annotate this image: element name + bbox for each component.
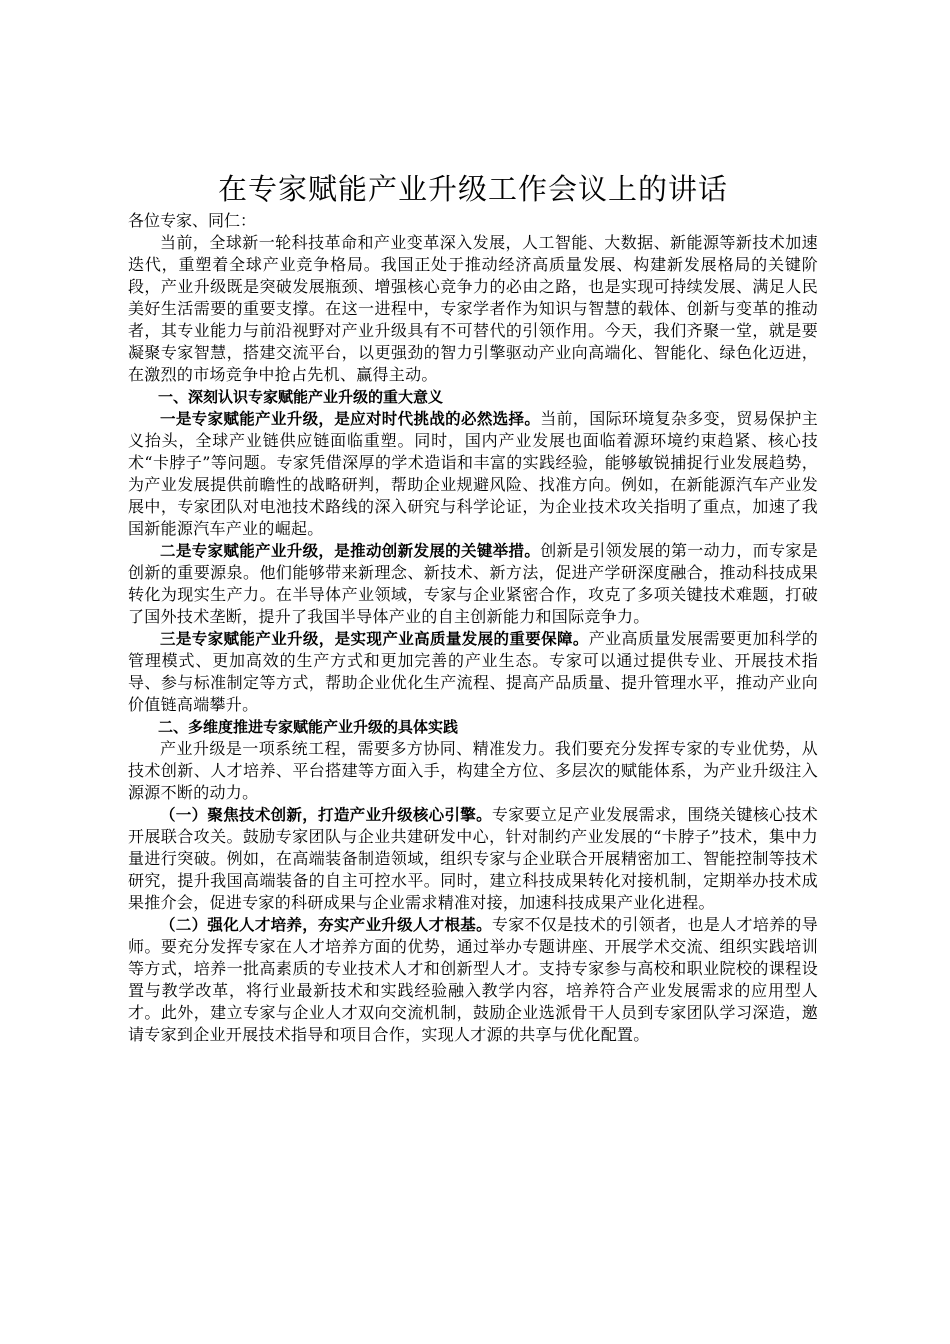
section1-point-3 (128, 628, 818, 716)
section2-intro: 产业升级是一项系统工程，需要多方协同、精准发力。我们要充分发挥专家的专业优势，从技术创新、人才培养、平台搭建等方面入手，构建全方位、多层次的赋能体系，为产业升级注入源源不断的动力。 (128, 739, 818, 802)
point-lead: 二是专家赋能产业升级，是推动创新发展的关键举措。 (160, 542, 541, 560)
point-lead: 一是专家赋能产业升级，是应对时代挑战的必然选择。 (160, 410, 541, 428)
point-lead: （一）聚焦技术创新，打造产业升级核心引擎。 (160, 806, 492, 824)
section1-point-1 (128, 408, 818, 540)
section2-point-2 (128, 914, 818, 1046)
point-body: 当前，国际环境复杂多变，贸易保护主义抬头，全球产业链供应链面临重塑。同时，国内产业发展也面临着源环境约束趋紧、核心技术“卡脖子”等问题。专家凭借深厚的学术造诣和丰富的实践经验，能够敏锐捕捉行业发展趋势，为产业发展提供前瞻性的战略研判，帮助企业规避风险、找准方向。例如，在新能源汽车产业发展中，专家团队对电池技术路线的深入研究与科学论证，为企业技术攻关指明了重点，加速了我国新能源汽车产业的崛起。 (128, 409, 818, 538)
point-body: 创新是引领发展的第一动力，而专家是创新的重要源泉。他们能够带来新理念、新技术、新方法，促进产学研深度融合，推动科技成果转化为现实生产力。在半导体产业领域，专家与企业紧密合作，攻克了多项关键技术难题，打破了国外技术垄断，提升了我国半导体产业的自主创新能力和国际竞争力。 (128, 541, 818, 626)
point-lead: （二）强化人才培养，夯实产业升级人才根基。 (160, 916, 492, 934)
document-body (128, 168, 818, 1046)
point-body: 专家不仅是技术的引领者，也是人才培养的导师。要充分发挥专家在人才培养方面的优势，通过举办专题讲座、开展学术交流、组织实践培训等方式，培养一批高素质的专业技术人才和创新型人才。支持专家参与高校和职业院校的课程设置与教学改革，将行业最新技术和实践经验融入教学内容，培养符合产业发展需求的应用型人才。此外，建立专家与企业人才双向交流机制，鼓励企业选派骨干人员到专家团队学习深造，邀请专家到企业开展技术指导和项目合作，实现人才源的共享与优化配置。 (128, 915, 818, 1044)
point-body: 产业高质量发展需要更加科学的管理模式、更加高效的生产方式和更加完善的产业生态。专家可以通过提供专业、开展技术指导、参与标准制定等方式，帮助企业优化生产流程、提高产品质量、提升管理水平，推动产业向价值链高端攀升。 (128, 629, 819, 714)
section-heading-2: 二、多维度推进专家赋能产业升级的具体实践 (158, 718, 459, 736)
intro-paragraph: 当前，全球新一轮科技革命和产业变革深入发展，人工智能、大数据、新能源等新技术加速迭代，重塑着全球产业竞争格局。我国正处于推动经济高质量发展、构建新发展格局的关键阶段，产业升级既是突破发展瓶颈、增强核心竞争力的必由之路，也是实现可持续发展、满足人民美好生活需要的重要支撑。在这一进程中，专家学者作为知识与智慧的载体、创新与变革的推动者，其专业能力与前沿视野对产业升级具有不可替代的引领作用。今天，我们齐聚一堂，就是要凝聚专家智慧，搭建交流平台，以更强劲的智力引擎驱动产业向高端化、智能化、绿色化迈进，在激烈的市场竞争中抢占先机、赢得主动。 (128, 233, 818, 384)
section1-point-2 (128, 540, 818, 628)
point-body: 专家要立足产业发展需求，围绕关键核心技术开展联合攻关。鼓励专家团队与企业共建研发中心，针对制约产业发展的“卡脖子”技术，集中力量进行突破。例如，在高端装备制造领域，组织专家与企业联合开展精密加工、智能控制等技术研究，提升我国高端装备的自主可控水平。同时，建立科技成果转化对接机制，定期举办技术成果推介会，促进专家的科研成果与企业需求精准对接，加速科技成果产业化进程。 (128, 805, 818, 912)
section-heading-1: 一、深刻认识专家赋能产业升级的重大意义 (158, 388, 444, 406)
salutation: 各位专家、同仁： (128, 211, 257, 230)
section2-point-1 (128, 804, 818, 914)
document-title: 在专家赋能产业升级工作会议上的讲话 (217, 172, 728, 206)
point-lead: 三是专家赋能产业升级，是实现产业高质量发展的重要保障。 (160, 630, 589, 648)
